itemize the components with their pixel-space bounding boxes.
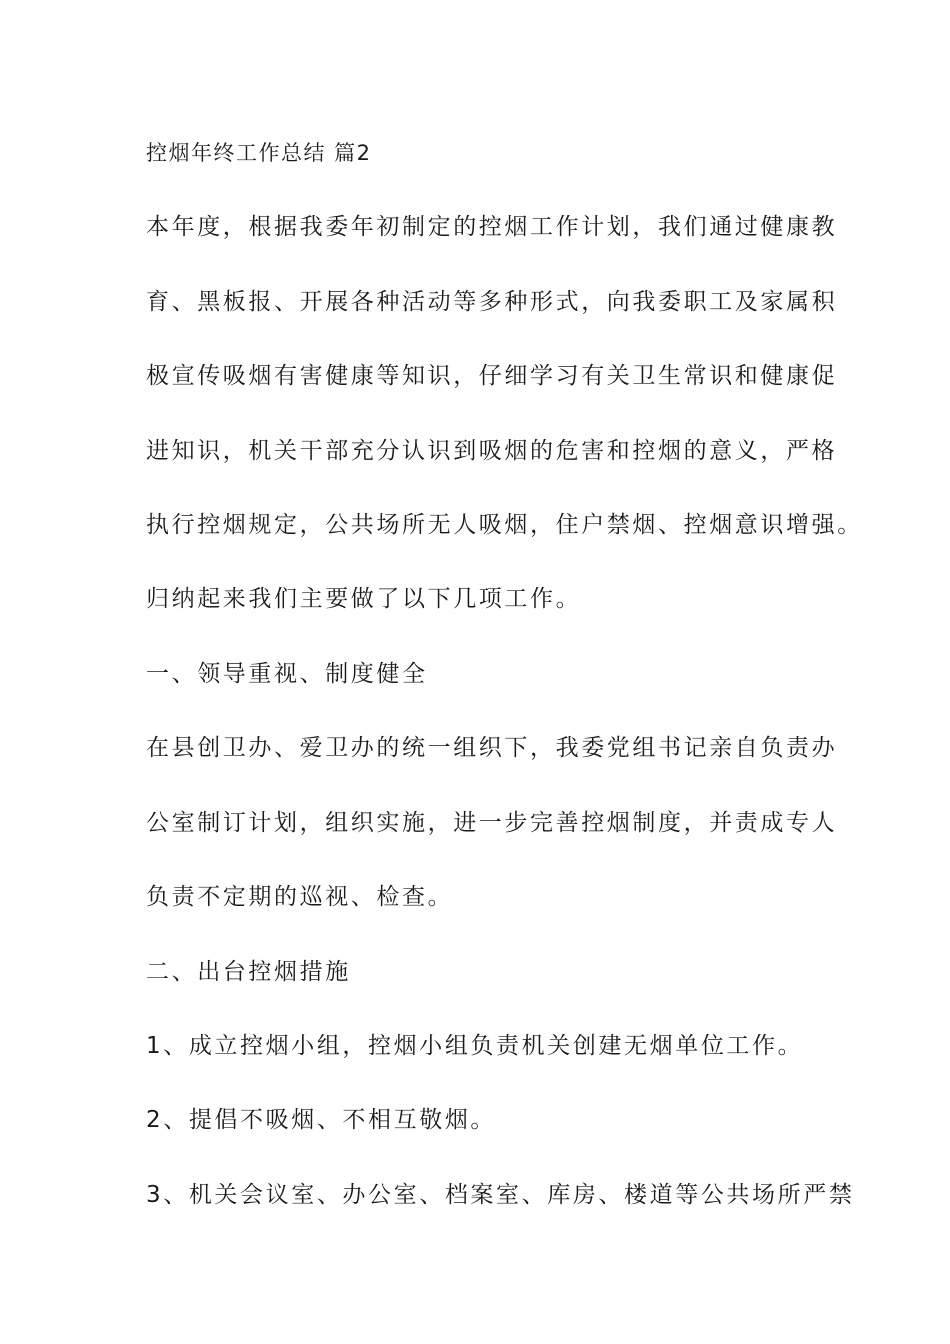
document-title: 控烟年终工作总结 篇2 bbox=[146, 141, 372, 165]
list-item: 1、成立控烟小组，控烟小组负责机关创建无烟单位工作。 bbox=[146, 1033, 804, 1059]
section-heading: 二、出台控烟措施 bbox=[146, 959, 351, 985]
paragraph-line: 进知识，机关干部充分认识到吸烟的危害和控烟的意义，严格 bbox=[146, 438, 838, 464]
paragraph-line: 极宣传吸烟有害健康等知识，仔细学习有关卫生常识和健康促 bbox=[146, 363, 838, 389]
list-item: 2、提倡不吸烟、不相互敬烟。 bbox=[146, 1107, 497, 1133]
paragraph-line: 归纳起来我们主要做了以下几项工作。 bbox=[146, 586, 582, 612]
paragraph-line: 在县创卫办、爱卫办的统一组织下，我委党组书记亲自负责办 bbox=[146, 735, 838, 761]
paragraph-line: 负责不定期的巡视、检查。 bbox=[146, 884, 454, 910]
paragraph-line: 育、黑板报、开展各种活动等多种形式，向我委职工及家属积 bbox=[146, 289, 838, 315]
list-item: 3、机关会议室、办公室、档案室、库房、楼道等公共场所严禁 bbox=[146, 1182, 855, 1208]
section-heading: 一、领导重视、制度健全 bbox=[146, 661, 428, 687]
paragraph-line: 公室制订计划，组织实施，进一步完善控烟制度，并责成专人 bbox=[146, 810, 838, 836]
paragraph-line: 执行控烟规定，公共场所无人吸烟，住户禁烟、控烟意识增强。 bbox=[146, 512, 863, 538]
paragraph-line: 本年度，根据我委年初制定的控烟工作计划，我们通过健康教 bbox=[146, 214, 838, 240]
